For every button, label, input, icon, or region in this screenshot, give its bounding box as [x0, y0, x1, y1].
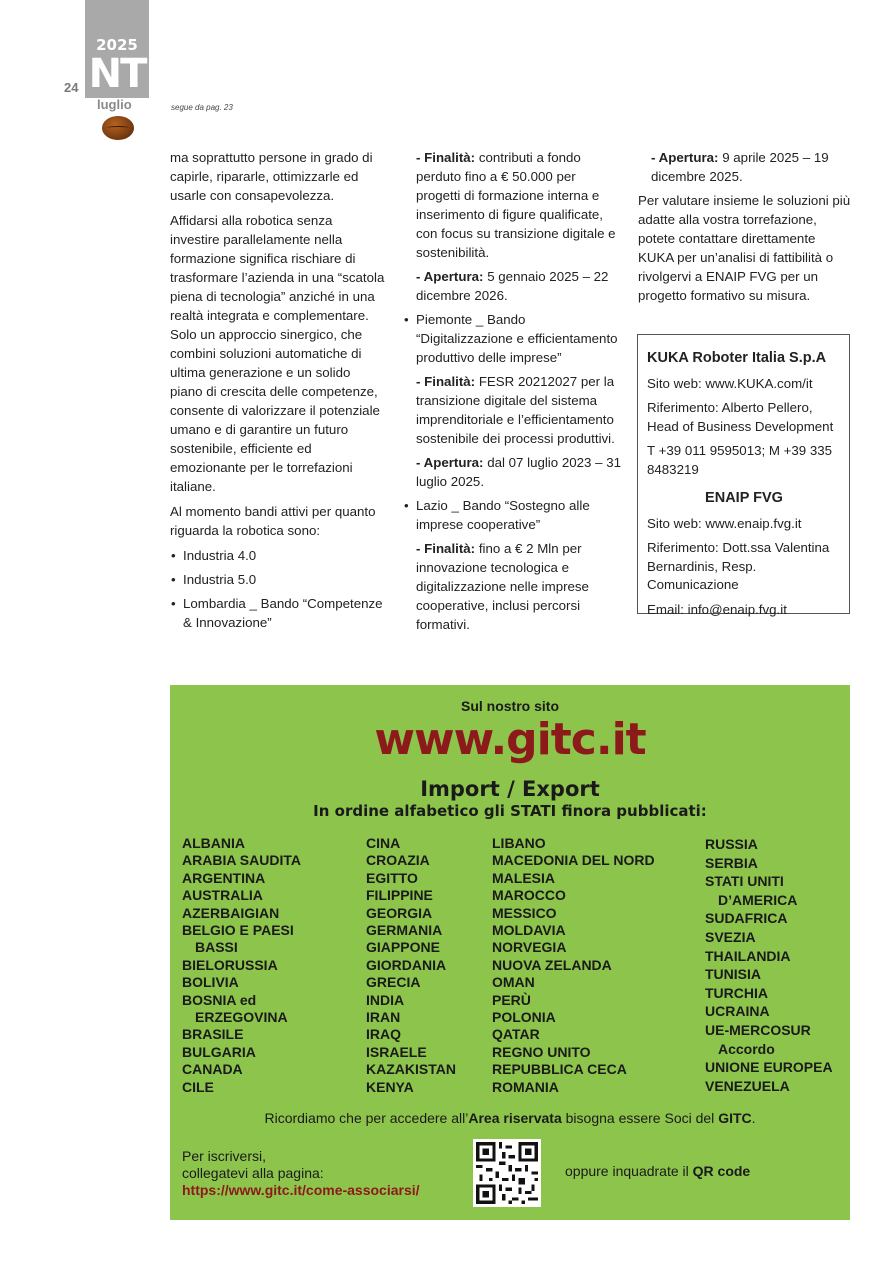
list-item: NUOVA ZELANDA — [492, 956, 612, 973]
note-text: . — [751, 1110, 756, 1126]
list-item: STATI UNITI — [705, 873, 784, 890]
banner-subtitle: Sul nostro sito — [461, 698, 559, 714]
kuka-phone: T +39 011 9595013; M +39 335 8483219 — [647, 443, 833, 477]
list-item: AZERBAIGIAN — [182, 904, 280, 921]
gitc-banner — [170, 685, 850, 1220]
list-item: VENEZUELA — [705, 1077, 790, 1094]
bullet-item: • Industria 5.0 — [170, 570, 385, 589]
list-item: BIELORUSSIA — [182, 956, 278, 973]
continued-from: segue da pag. 23 — [171, 103, 233, 112]
list-item: ARGENTINA — [182, 869, 266, 886]
list-item: ISRAELE — [366, 1043, 427, 1060]
list-item: BELGIO E PAESI — [182, 922, 294, 939]
page-number: 24 — [64, 80, 79, 95]
list-item: REGNO UNITO — [492, 1043, 591, 1060]
finalita-label: - Finalità: — [416, 150, 476, 165]
list-item: RUSSIA — [705, 836, 758, 852]
list-item: KENYA — [366, 1078, 414, 1095]
finalita-text: fino a € 2 Mln per innovazione tecnologica e digitalizzazione nelle imprese cooperative, inclusi percorsi formativi. — [416, 541, 589, 632]
list-item: MACEDONIA DEL NORD — [492, 852, 655, 869]
list-item: AUSTRALIA — [182, 887, 263, 904]
list-item: BULGARIA — [182, 1043, 256, 1060]
list-item: UE-MERCOSUR — [705, 1021, 811, 1038]
list-item: BRASILE — [182, 1026, 244, 1043]
qr-text: oppure inquadrate il — [565, 1163, 693, 1179]
piemonte-finalita — [403, 372, 623, 448]
list-item: CINA — [366, 835, 401, 851]
list-item: ALBANIA — [182, 835, 245, 851]
piemonte-apertura — [403, 453, 623, 491]
list-item: CROAZIA — [366, 852, 430, 869]
note-text: bisogna essere Soci del — [561, 1110, 719, 1126]
list-item: LIBANO — [492, 835, 546, 851]
list-item: NORVEGIA — [492, 939, 567, 956]
list-item: ROMANIA — [492, 1078, 559, 1095]
qr-code-icon[interactable] — [473, 1139, 541, 1207]
paragraph: ma soprattutto persone in grado di capirle, ripararle, ottimizzarle ed usarle con consapevolezza. — [170, 150, 373, 203]
list-item: ARABIA SAUDITA — [182, 852, 301, 869]
area-riservata-label: Area riservata — [468, 1110, 562, 1126]
kuka-reference: Riferimento: Alberto Pellero, Head of Business Development — [647, 400, 834, 434]
list-item: SERBIA — [705, 854, 758, 871]
bullet-item-piemonte: • Piemonte _ Bando “Digitalizzazione e efficientamento produttivo delle imprese” — [403, 310, 623, 367]
list-item: CANADA — [182, 1061, 243, 1078]
list-item: GERMANIA — [366, 922, 443, 939]
finalita-text: FESR 20212027 per la transizione digitale del sistema imprenditoriale e l’efficientamento sostenibile dei processi produttivi. — [416, 374, 615, 446]
country-list-2 — [366, 835, 456, 1096]
list-item: KAZAKISTAN — [366, 1061, 456, 1078]
list-item: TURCHIA — [705, 984, 768, 1001]
bullet-item-lazio: • Lazio _ Bando “Sostegno alle imprese cooperative” — [403, 496, 623, 534]
list-item: SVEZIA — [705, 928, 756, 945]
list-item: SUDAFRICA — [705, 910, 788, 927]
masthead-year: 2025 — [96, 36, 138, 54]
list-item: BASSI — [195, 939, 238, 956]
paragraph: Per valutare insieme le soluzioni più adatte alla vostra torrefazione, potete contattare direttamente KUKA per un’analisi di fattibilità o rivolgervi a ENAIP FVG per un progetto formativo su misura. — [638, 193, 851, 303]
apertura-text: dal 07 luglio 2023 – 31 luglio 2025. — [416, 455, 622, 489]
apertura-text: 5 gennaio 2025 – 22 dicembre 2026. — [416, 269, 609, 303]
list-item: MALESIA — [492, 869, 555, 886]
lombardia-finalita — [403, 148, 623, 262]
masthead-nt: NT — [88, 51, 146, 97]
join-instructions — [182, 1148, 420, 1199]
qr-label: QR code — [692, 1163, 751, 1179]
enaip-name: ENAIP FVG — [705, 490, 783, 506]
list-item: MAROCCO — [492, 887, 566, 904]
finalita-label: - Finalità: — [416, 541, 476, 556]
list-item: OMAN — [492, 974, 535, 991]
list-item: BOLIVIA — [182, 974, 239, 991]
kuka-site: Sito web: www.KUKA.com/it — [647, 375, 813, 391]
list-item: EGITTO — [366, 869, 418, 886]
lazio-apertura — [638, 148, 853, 186]
country-list-3 — [492, 835, 655, 1096]
text-column-2 — [403, 148, 623, 639]
country-list-4 — [705, 835, 833, 1095]
join-line: collegatevi alla pagina: — [182, 1165, 324, 1181]
paragraph: Affidarsi alla robotica senza investire parallelamente nella formazione significa rischiare di trasformare l’azienda in una “scatola piena di tecnologia” anziché in una realtà integrata e complementare. Solo un approccio sinergico, che combini soluzioni automatiche di ultima generazione e un solido piano di crescita delle competenze, consente di valorizzare il potenziale umano e di garantire un futuro sostenibile, efficiente ed emozionante per le torrefazioni italiane. — [170, 213, 385, 494]
masthead-logo — [85, 0, 149, 98]
list-item: Accordo — [718, 1040, 775, 1057]
apertura-label: - Apertura: — [651, 150, 719, 165]
list-item: GEORGIA — [366, 904, 433, 921]
lazio-finalita — [403, 539, 623, 634]
list-item: PERÙ — [492, 991, 531, 1008]
text-column-1 — [170, 148, 385, 637]
list-item: IRAQ — [366, 1026, 401, 1043]
qr-instructions — [565, 1163, 750, 1179]
country-list-1 — [182, 835, 301, 1096]
paragraph: Al momento bandi attivi per quanto riguarda la robotica sono: — [170, 504, 376, 538]
list-item: MOLDAVIA — [492, 922, 566, 939]
contact-box — [637, 334, 850, 617]
list-item: BOSNIA ed — [182, 991, 257, 1008]
enaip-email: Email: info@enaip.fvg.it — [647, 601, 787, 617]
list-item: D’AMERICA — [718, 891, 798, 908]
list-item: QATAR — [492, 1026, 540, 1043]
coffee-bean-icon — [102, 116, 134, 140]
list-item: ERZEGOVINA — [195, 1009, 288, 1026]
list-item: CILE — [182, 1078, 214, 1095]
lombardia-apertura — [403, 267, 623, 305]
enaip-site: Sito web: www.enaip.fvg.it — [647, 515, 802, 531]
masthead-month: luglio — [97, 97, 132, 112]
note-text: Ricordiamo che per accedere all’ — [264, 1110, 469, 1126]
apertura-text: 9 aprile 2025 – 19 dicembre 2025. — [651, 150, 829, 184]
list-item: FILIPPINE — [366, 887, 433, 904]
finalita-text: contributi a fondo perduto fino a € 50.000 per progetti di formazione interna e inserimento di figure qualificate, con focus su transizione digitale e sostenibilità. — [416, 150, 616, 260]
join-line: Per iscriversi, — [182, 1148, 267, 1164]
enaip-reference: Riferimento: Dott.ssa Valentina Bernardinis, Resp. Comunicazione — [647, 540, 830, 592]
banner-heading: Import / Export — [420, 777, 600, 801]
list-item: GIORDANIA — [366, 956, 447, 973]
kuka-name: KUKA Roboter Italia S.p.A — [647, 350, 827, 366]
list-item: UNIONE EUROPEA — [705, 1059, 833, 1076]
reserved-area-note — [170, 1110, 850, 1126]
text-column-3 — [638, 148, 853, 311]
banner-subheading: In ordine alfabetico gli STATI finora pubblicati: — [313, 802, 707, 820]
list-item: TUNISIA — [705, 966, 761, 983]
list-item: INDIA — [366, 991, 405, 1008]
list-item: GIAPPONE — [366, 939, 440, 956]
bullet-item: • Industria 4.0 — [170, 546, 385, 565]
banner-url: www.gitc.it — [374, 714, 646, 765]
finalita-label: - Finalità: — [416, 374, 476, 389]
apertura-label: - Apertura: — [416, 269, 484, 284]
list-item: GRECIA — [366, 974, 421, 991]
bullet-item: • Lombardia _ Bando “Competenze & Innovazione” — [170, 594, 385, 632]
list-item: MESSICO — [492, 904, 557, 921]
list-item: REPUBBLICA CECA — [492, 1061, 627, 1078]
join-link[interactable]: https://www.gitc.it/come-associarsi/ — [182, 1182, 420, 1198]
list-item: POLONIA — [492, 1009, 556, 1026]
list-item: IRAN — [366, 1009, 401, 1026]
list-item: UCRAINA — [705, 1003, 770, 1020]
apertura-label: - Apertura: — [416, 455, 484, 470]
list-item: THAILANDIA — [705, 947, 791, 964]
gitc-label: GITC — [718, 1110, 752, 1126]
